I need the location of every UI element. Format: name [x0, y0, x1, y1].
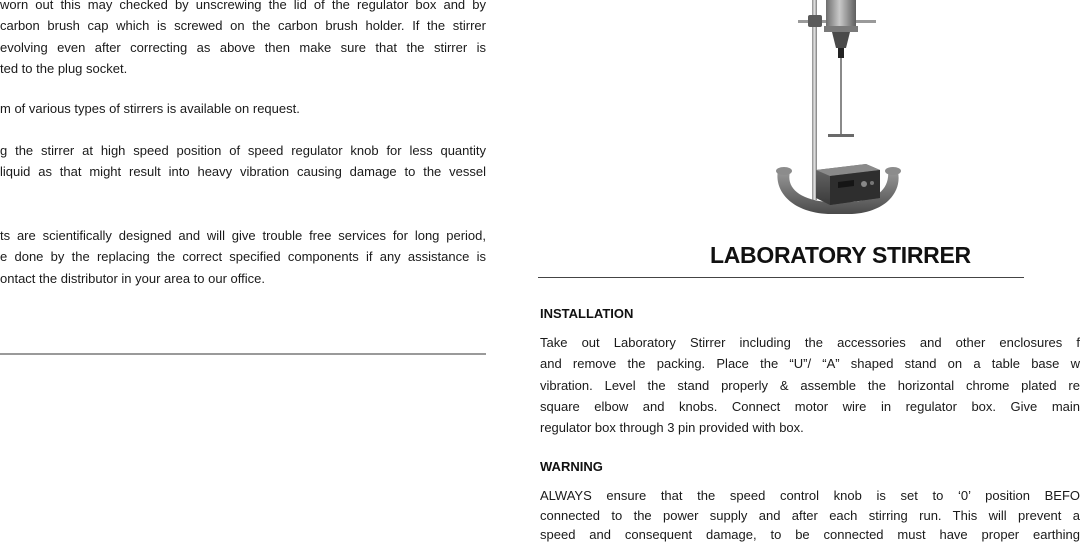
- text-line: speed and consequent damage, to be connected must have proper earthing: [540, 527, 1080, 543]
- paragraph-service: [0, 225, 486, 289]
- laboratory-stirrer-image: [768, 0, 908, 225]
- text-line: Take out Laboratory Stirrer including the accessories and other enclosures f: [540, 335, 1080, 350]
- paragraph-availability: [0, 98, 486, 119]
- text-line: evolving even after correcting as above then make sure that the stirrer is: [0, 39, 486, 55]
- paragraph-caution: [0, 140, 486, 183]
- text-line: liquid as that might result into heavy vibration causing damage to the vessel: [0, 164, 486, 180]
- text-line: carbon brush cap which is screwed on the carbon brush holder. If the stirrer: [0, 18, 486, 34]
- section-divider: [0, 353, 486, 355]
- paragraph-troubleshooting: [0, 0, 486, 79]
- text-line: ted to the plug socket.: [0, 60, 128, 76]
- text-line: e done by the replacing the correct specified components if any assistance is: [0, 249, 486, 265]
- installation-heading: INSTALLATION: [540, 306, 634, 321]
- text-line: regulator box through 3 pin provided with box.: [540, 420, 804, 436]
- warning-heading: WARNING: [540, 459, 603, 474]
- text-line: ontact the distributor in your area to our office.: [0, 270, 265, 286]
- title-underline: [538, 277, 1024, 278]
- text-line: g the stirrer at high speed position of speed regulator knob for less quantity: [0, 143, 486, 158]
- text-line: connected to the power supply and after each stirring run. This will prevent a: [540, 507, 1080, 523]
- text-line: ALWAYS ensure that the speed control knob is set to ‘0’ position BEFO: [540, 488, 1080, 503]
- text-line: worn out this may checked by unscrewing the lid of the regulator box and by: [0, 0, 486, 12]
- document-title: LABORATORY STIRRER: [710, 242, 971, 268]
- text-line: and remove the packing. Place the “U”/ “A” shaped stand on a table base w: [540, 356, 1080, 372]
- text-line: ts are scientifically designed and will give trouble free services for long period,: [0, 228, 486, 243]
- warning-paragraph: [540, 486, 1080, 545]
- text-line: square elbow and knobs. Connect motor wire in regulator box. Give main: [540, 398, 1080, 414]
- installation-paragraph: [540, 332, 1080, 438]
- text-line: m of various types of stirrers is available on request.: [0, 101, 300, 116]
- text-line: vibration. Level the stand properly & assemble the horizontal chrome plated re: [540, 377, 1080, 393]
- right-column: [538, 0, 1080, 543]
